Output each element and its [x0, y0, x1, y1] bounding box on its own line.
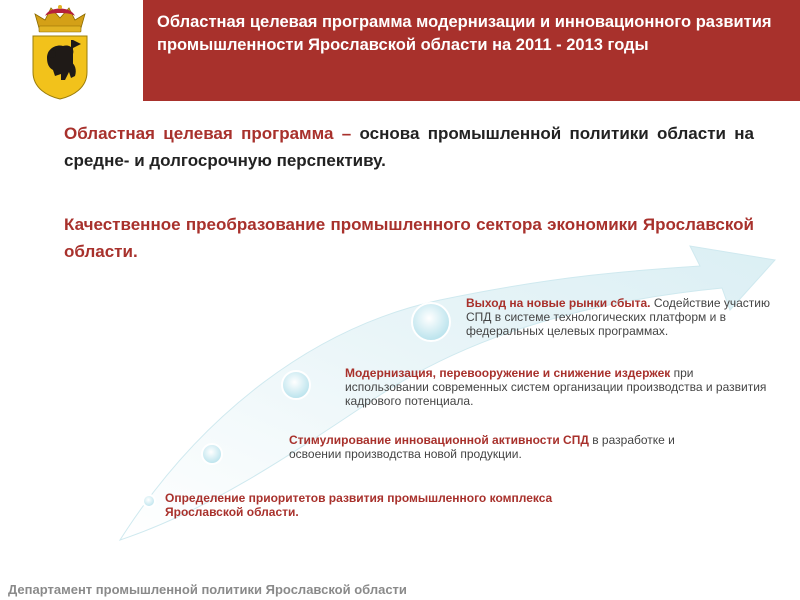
axe-icon	[71, 40, 73, 66]
goal-statement: Качественное преобразование промышленного сектора экономики Ярославской области.	[64, 215, 754, 261]
step-2	[289, 433, 689, 461]
footer-department: Департамент промышленной политики Ярославской области	[8, 582, 407, 597]
milestone-circle-4	[412, 303, 450, 341]
step-4-title: Выход на новые рынки сбыта.	[466, 296, 651, 310]
header-banner	[143, 0, 800, 101]
step-1-title: Определение приоритетов развития промышленного комплекса Ярославской области.	[165, 491, 553, 519]
milestone-circle-3	[282, 371, 310, 399]
step-4	[466, 296, 776, 338]
step-3-text: при использовании современных систем организации производства и развития кадрового потенциала.	[345, 366, 767, 408]
intro-accent: Областная целевая программа –	[64, 124, 352, 143]
step-4-text: Содействие участию СПД в системе технологических платформ и в федеральных целевых программах.	[466, 296, 770, 338]
intro-statement	[64, 120, 754, 174]
step-2-title: Стимулирование инновационной активности СПД	[289, 433, 589, 447]
page-title: Областная целевая программа модернизации и инновационного развития промышленности Ярославской области на 2011 - 2013 годы	[157, 13, 772, 54]
step-3	[345, 366, 775, 408]
milestone-circle-2	[202, 444, 222, 464]
milestone-circle-1	[143, 495, 155, 507]
intro-rest: основа промышленной политики области на средне- и долгосрочную перспективу.	[64, 124, 754, 170]
step-2-text: в разработке и освоении производства новой продукции.	[289, 433, 675, 461]
step-3-title: Модернизация, перевооружение и снижение издержек	[345, 366, 671, 380]
coat-of-arms-icon	[27, 2, 93, 100]
step-1	[165, 491, 585, 519]
crown-icon	[35, 5, 85, 32]
